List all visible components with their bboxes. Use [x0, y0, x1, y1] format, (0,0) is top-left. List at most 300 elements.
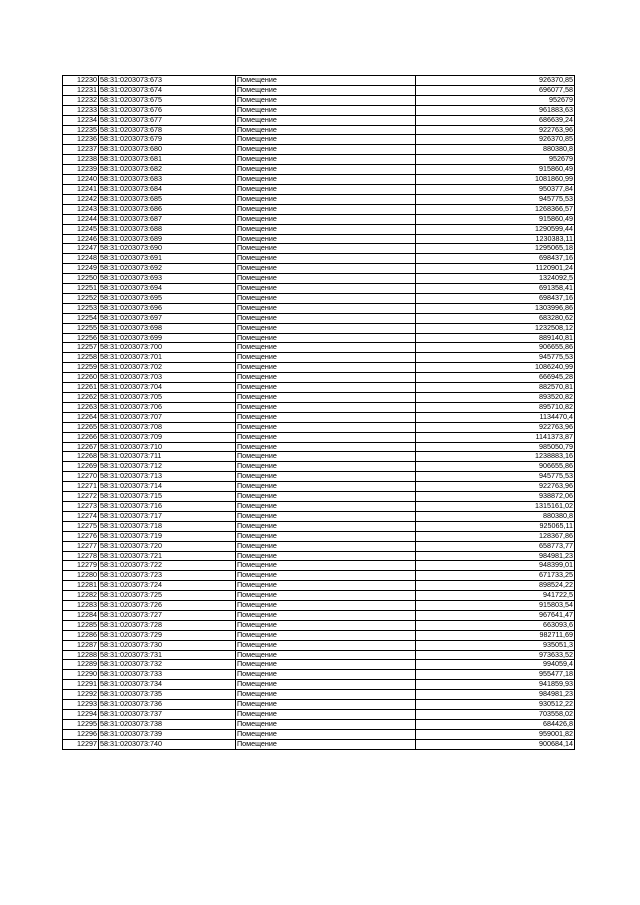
table-row	[63, 700, 575, 710]
cadastral-number-cell: 58:31:0203073:738	[99, 719, 236, 729]
row-number-cell: 12239	[63, 165, 99, 175]
cadastral-value-cell: 930512,22	[416, 700, 575, 710]
object-type-cell: Помещение	[236, 729, 416, 739]
cadastral-value-cell: 893520,82	[416, 393, 575, 403]
object-type-cell: Помещение	[236, 184, 416, 194]
table-row	[63, 501, 575, 511]
table-row	[63, 115, 575, 125]
cadastral-value-cell: 889140,81	[416, 333, 575, 343]
cadastral-number-cell: 58:31:0203073:708	[99, 422, 236, 432]
cadastral-value-cell: 935051,3	[416, 640, 575, 650]
row-number-cell: 12288	[63, 650, 99, 660]
table-row	[63, 85, 575, 95]
cadastral-number-cell: 58:31:0203073:730	[99, 640, 236, 650]
table-row	[63, 521, 575, 531]
table-row	[63, 650, 575, 660]
cadastral-value-cell: 898524,22	[416, 581, 575, 591]
cadastral-value-cell: 982711,69	[416, 630, 575, 640]
object-type-cell: Помещение	[236, 363, 416, 373]
row-number-cell: 12240	[63, 175, 99, 185]
cadastral-value-cell: 922763,96	[416, 125, 575, 135]
object-type-cell: Помещение	[236, 472, 416, 482]
cadastral-value-cell: 1295065,18	[416, 244, 575, 254]
row-number-cell: 12284	[63, 610, 99, 620]
cadastral-value-cell: 900684,14	[416, 739, 575, 749]
table-row	[63, 165, 575, 175]
object-type-cell: Помещение	[236, 670, 416, 680]
table-row	[63, 155, 575, 165]
table-row	[63, 363, 575, 373]
row-number-cell: 12296	[63, 729, 99, 739]
row-number-cell: 12245	[63, 224, 99, 234]
object-type-cell: Помещение	[236, 135, 416, 145]
cadastral-value-cell: 985050,79	[416, 442, 575, 452]
row-number-cell: 12266	[63, 432, 99, 442]
object-type-cell: Помещение	[236, 115, 416, 125]
object-type-cell: Помещение	[236, 700, 416, 710]
cadastral-number-cell: 58:31:0203073:723	[99, 571, 236, 581]
cadastral-number-cell: 58:31:0203073:729	[99, 630, 236, 640]
cadastral-value-cell: 663093,6	[416, 620, 575, 630]
row-number-cell: 12285	[63, 620, 99, 630]
object-type-cell: Помещение	[236, 462, 416, 472]
table-row	[63, 640, 575, 650]
table-row	[63, 175, 575, 185]
row-number-cell: 12273	[63, 501, 99, 511]
row-number-cell: 12234	[63, 115, 99, 125]
cadastral-number-cell: 58:31:0203073:722	[99, 561, 236, 571]
row-number-cell: 12231	[63, 85, 99, 95]
row-number-cell: 12254	[63, 313, 99, 323]
object-type-cell: Помещение	[236, 492, 416, 502]
table-row	[63, 254, 575, 264]
cadastral-number-cell: 58:31:0203073:693	[99, 274, 236, 284]
object-type-cell: Помещение	[236, 482, 416, 492]
object-type-cell: Помещение	[236, 541, 416, 551]
cadastral-value-cell: 1315161,02	[416, 501, 575, 511]
row-number-cell: 12278	[63, 551, 99, 561]
row-number-cell: 12230	[63, 76, 99, 86]
cadastral-value-cell: 994059,4	[416, 660, 575, 670]
object-type-cell: Помещение	[236, 204, 416, 214]
cadastral-value-cell: 684426,8	[416, 719, 575, 729]
row-number-cell: 12246	[63, 234, 99, 244]
object-type-cell: Помещение	[236, 442, 416, 452]
object-type-cell: Помещение	[236, 155, 416, 165]
cadastral-value-cell: 941722,5	[416, 591, 575, 601]
cadastral-value-cell: 922763,96	[416, 482, 575, 492]
cadastral-number-cell: 58:31:0203073:712	[99, 462, 236, 472]
table-row	[63, 729, 575, 739]
object-type-cell: Помещение	[236, 501, 416, 511]
object-type-cell: Помещение	[236, 452, 416, 462]
cadastral-number-cell: 58:31:0203073:676	[99, 105, 236, 115]
cadastral-number-cell: 58:31:0203073:717	[99, 511, 236, 521]
cadastral-number-cell: 58:31:0203073:675	[99, 95, 236, 105]
row-number-cell: 12248	[63, 254, 99, 264]
table-row	[63, 432, 575, 442]
registry-table-body	[63, 76, 575, 750]
table-row	[63, 293, 575, 303]
row-number-cell: 12247	[63, 244, 99, 254]
row-number-cell: 12267	[63, 442, 99, 452]
cadastral-number-cell: 58:31:0203073:688	[99, 224, 236, 234]
object-type-cell: Помещение	[236, 591, 416, 601]
cadastral-value-cell: 666945,28	[416, 373, 575, 383]
table-row	[63, 541, 575, 551]
cadastral-value-cell: 945775,53	[416, 353, 575, 363]
object-type-cell: Помещение	[236, 383, 416, 393]
object-type-cell: Помещение	[236, 719, 416, 729]
object-type-cell: Помещение	[236, 284, 416, 294]
object-type-cell: Помещение	[236, 264, 416, 274]
cadastral-value-cell: 948399,01	[416, 561, 575, 571]
cadastral-number-cell: 58:31:0203073:698	[99, 323, 236, 333]
object-type-cell: Помещение	[236, 630, 416, 640]
table-row	[63, 313, 575, 323]
cadastral-value-cell: 955477,18	[416, 670, 575, 680]
cadastral-number-cell: 58:31:0203073:687	[99, 214, 236, 224]
table-row	[63, 601, 575, 611]
cadastral-number-cell: 58:31:0203073:703	[99, 373, 236, 383]
cadastral-value-cell: 938872,06	[416, 492, 575, 502]
object-type-cell: Помещение	[236, 274, 416, 284]
cadastral-number-cell: 58:31:0203073:736	[99, 700, 236, 710]
cadastral-number-cell: 58:31:0203073:674	[99, 85, 236, 95]
cadastral-value-cell: 1230383,11	[416, 234, 575, 244]
object-type-cell: Помещение	[236, 581, 416, 591]
object-type-cell: Помещение	[236, 254, 416, 264]
row-number-cell: 12279	[63, 561, 99, 571]
cadastral-number-cell: 58:31:0203073:704	[99, 383, 236, 393]
table-row	[63, 739, 575, 749]
table-row	[63, 323, 575, 333]
row-number-cell: 12261	[63, 383, 99, 393]
object-type-cell: Помещение	[236, 521, 416, 531]
row-number-cell: 12292	[63, 690, 99, 700]
object-type-cell: Помещение	[236, 432, 416, 442]
table-row	[63, 184, 575, 194]
cadastral-value-cell: 882570,81	[416, 383, 575, 393]
row-number-cell: 12286	[63, 630, 99, 640]
cadastral-value-cell: 1268366,57	[416, 204, 575, 214]
table-row	[63, 95, 575, 105]
object-type-cell: Помещение	[236, 620, 416, 630]
table-row	[63, 244, 575, 254]
row-number-cell: 12272	[63, 492, 99, 502]
cadastral-number-cell: 58:31:0203073:716	[99, 501, 236, 511]
cadastral-number-cell: 58:31:0203073:740	[99, 739, 236, 749]
cadastral-number-cell: 58:31:0203073:719	[99, 531, 236, 541]
table-row	[63, 660, 575, 670]
row-number-cell: 12241	[63, 184, 99, 194]
table-row	[63, 125, 575, 135]
table-row	[63, 452, 575, 462]
cadastral-value-cell: 1232508,12	[416, 323, 575, 333]
cadastral-number-cell: 58:31:0203073:691	[99, 254, 236, 264]
cadastral-value-cell: 686639,24	[416, 115, 575, 125]
cadastral-value-cell: 922763,96	[416, 422, 575, 432]
cadastral-value-cell: 128367,86	[416, 531, 575, 541]
cadastral-number-cell: 58:31:0203073:690	[99, 244, 236, 254]
cadastral-number-cell: 58:31:0203073:726	[99, 601, 236, 611]
table-row	[63, 561, 575, 571]
cadastral-number-cell: 58:31:0203073:721	[99, 551, 236, 561]
cadastral-number-cell: 58:31:0203073:739	[99, 729, 236, 739]
table-row	[63, 373, 575, 383]
row-number-cell: 12252	[63, 293, 99, 303]
cadastral-number-cell: 58:31:0203073:680	[99, 145, 236, 155]
cadastral-number-cell: 58:31:0203073:689	[99, 234, 236, 244]
cadastral-value-cell: 880380,8	[416, 145, 575, 155]
cadastral-number-cell: 58:31:0203073:673	[99, 76, 236, 86]
cadastral-number-cell: 58:31:0203073:701	[99, 353, 236, 363]
object-type-cell: Помещение	[236, 313, 416, 323]
object-type-cell: Помещение	[236, 710, 416, 720]
row-number-cell: 12256	[63, 333, 99, 343]
object-type-cell: Помещение	[236, 739, 416, 749]
table-row	[63, 214, 575, 224]
table-row	[63, 492, 575, 502]
cadastral-number-cell: 58:31:0203073:702	[99, 363, 236, 373]
row-number-cell: 12244	[63, 214, 99, 224]
row-number-cell: 12281	[63, 581, 99, 591]
object-type-cell: Помещение	[236, 194, 416, 204]
row-number-cell: 12287	[63, 640, 99, 650]
object-type-cell: Помещение	[236, 333, 416, 343]
object-type-cell: Помещение	[236, 85, 416, 95]
table-row	[63, 194, 575, 204]
cadastral-number-cell: 58:31:0203073:706	[99, 402, 236, 412]
table-row	[63, 511, 575, 521]
cadastral-number-cell: 58:31:0203073:718	[99, 521, 236, 531]
cadastral-number-cell: 58:31:0203073:713	[99, 472, 236, 482]
cadastral-number-cell: 58:31:0203073:720	[99, 541, 236, 551]
row-number-cell: 12253	[63, 303, 99, 313]
row-number-cell: 12242	[63, 194, 99, 204]
table-row	[63, 274, 575, 284]
object-type-cell: Помещение	[236, 610, 416, 620]
row-number-cell: 12294	[63, 710, 99, 720]
cadastral-value-cell: 967641,47	[416, 610, 575, 620]
row-number-cell: 12275	[63, 521, 99, 531]
table-row	[63, 412, 575, 422]
object-type-cell: Помещение	[236, 650, 416, 660]
cadastral-number-cell: 58:31:0203073:678	[99, 125, 236, 135]
object-type-cell: Помещение	[236, 175, 416, 185]
cadastral-number-cell: 58:31:0203073:696	[99, 303, 236, 313]
object-type-cell: Помещение	[236, 402, 416, 412]
table-row	[63, 462, 575, 472]
table-row	[63, 204, 575, 214]
cadastral-number-cell: 58:31:0203073:683	[99, 175, 236, 185]
cadastral-value-cell: 906655,86	[416, 462, 575, 472]
object-type-cell: Помещение	[236, 95, 416, 105]
cadastral-number-cell: 58:31:0203073:694	[99, 284, 236, 294]
row-number-cell: 12269	[63, 462, 99, 472]
row-number-cell: 12289	[63, 660, 99, 670]
row-number-cell: 12237	[63, 145, 99, 155]
cadastral-value-cell: 984981,23	[416, 690, 575, 700]
row-number-cell: 12233	[63, 105, 99, 115]
object-type-cell: Помещение	[236, 690, 416, 700]
cadastral-value-cell: 952679	[416, 155, 575, 165]
row-number-cell: 12243	[63, 204, 99, 214]
table-row	[63, 383, 575, 393]
cadastral-number-cell: 58:31:0203073:679	[99, 135, 236, 145]
table-row	[63, 482, 575, 492]
cadastral-number-cell: 58:31:0203073:684	[99, 184, 236, 194]
object-type-cell: Помещение	[236, 145, 416, 155]
object-type-cell: Помещение	[236, 125, 416, 135]
table-row	[63, 581, 575, 591]
row-number-cell: 12235	[63, 125, 99, 135]
row-number-cell: 12276	[63, 531, 99, 541]
table-row	[63, 551, 575, 561]
table-row	[63, 710, 575, 720]
object-type-cell: Помещение	[236, 234, 416, 244]
object-type-cell: Помещение	[236, 343, 416, 353]
table-row	[63, 105, 575, 115]
cadastral-value-cell: 906655,86	[416, 343, 575, 353]
cadastral-value-cell: 915860,49	[416, 214, 575, 224]
cadastral-number-cell: 58:31:0203073:735	[99, 690, 236, 700]
table-row	[63, 610, 575, 620]
table-row	[63, 284, 575, 294]
cadastral-value-cell: 698437,16	[416, 293, 575, 303]
object-type-cell: Помещение	[236, 571, 416, 581]
row-number-cell: 12291	[63, 680, 99, 690]
registry-table	[62, 75, 575, 750]
cadastral-value-cell: 1120901,24	[416, 264, 575, 274]
cadastral-value-cell: 941859,93	[416, 680, 575, 690]
cadastral-number-cell: 58:31:0203073:705	[99, 393, 236, 403]
table-row	[63, 442, 575, 452]
object-type-cell: Помещение	[236, 640, 416, 650]
cadastral-number-cell: 58:31:0203073:700	[99, 343, 236, 353]
cadastral-number-cell: 58:31:0203073:685	[99, 194, 236, 204]
object-type-cell: Помещение	[236, 323, 416, 333]
row-number-cell: 12249	[63, 264, 99, 274]
object-type-cell: Помещение	[236, 393, 416, 403]
row-number-cell: 12268	[63, 452, 99, 462]
cadastral-value-cell: 926370,85	[416, 135, 575, 145]
object-type-cell: Помещение	[236, 551, 416, 561]
object-type-cell: Помещение	[236, 511, 416, 521]
cadastral-number-cell: 58:31:0203073:733	[99, 670, 236, 680]
table-row	[63, 76, 575, 86]
cadastral-number-cell: 58:31:0203073:695	[99, 293, 236, 303]
cadastral-value-cell: 1134470,4	[416, 412, 575, 422]
cadastral-number-cell: 58:31:0203073:725	[99, 591, 236, 601]
cadastral-value-cell: 1086240,99	[416, 363, 575, 373]
object-type-cell: Помещение	[236, 214, 416, 224]
table-row	[63, 680, 575, 690]
table-row	[63, 234, 575, 244]
cadastral-number-cell: 58:31:0203073:677	[99, 115, 236, 125]
table-row	[63, 630, 575, 640]
object-type-cell: Помещение	[236, 601, 416, 611]
table-row	[63, 531, 575, 541]
object-type-cell: Помещение	[236, 76, 416, 86]
table-row	[63, 472, 575, 482]
cadastral-number-cell: 58:31:0203073:727	[99, 610, 236, 620]
table-row	[63, 333, 575, 343]
cadastral-value-cell: 683280,62	[416, 313, 575, 323]
cadastral-value-cell: 915860,49	[416, 165, 575, 175]
cadastral-value-cell: 671733,25	[416, 571, 575, 581]
row-number-cell: 12255	[63, 323, 99, 333]
table-row	[63, 620, 575, 630]
row-number-cell: 12259	[63, 363, 99, 373]
cadastral-number-cell: 58:31:0203073:697	[99, 313, 236, 323]
cadastral-value-cell: 1141373,87	[416, 432, 575, 442]
cadastral-number-cell: 58:31:0203073:715	[99, 492, 236, 502]
object-type-cell: Помещение	[236, 165, 416, 175]
cadastral-value-cell: 658773,77	[416, 541, 575, 551]
cadastral-number-cell: 58:31:0203073:681	[99, 155, 236, 165]
cadastral-value-cell: 952679	[416, 95, 575, 105]
row-number-cell: 12270	[63, 472, 99, 482]
object-type-cell: Помещение	[236, 353, 416, 363]
object-type-cell: Помещение	[236, 680, 416, 690]
object-type-cell: Помещение	[236, 422, 416, 432]
object-type-cell: Помещение	[236, 244, 416, 254]
table-row	[63, 303, 575, 313]
row-number-cell: 12277	[63, 541, 99, 551]
row-number-cell: 12251	[63, 284, 99, 294]
object-type-cell: Помещение	[236, 105, 416, 115]
row-number-cell: 12258	[63, 353, 99, 363]
object-type-cell: Помещение	[236, 293, 416, 303]
cadastral-number-cell: 58:31:0203073:709	[99, 432, 236, 442]
table-row	[63, 224, 575, 234]
cadastral-number-cell: 58:31:0203073:682	[99, 165, 236, 175]
cadastral-value-cell: 945775,53	[416, 194, 575, 204]
cadastral-value-cell: 703558,02	[416, 710, 575, 720]
table-row	[63, 719, 575, 729]
table-row	[63, 591, 575, 601]
cadastral-value-cell: 698437,16	[416, 254, 575, 264]
table-row	[63, 145, 575, 155]
row-number-cell: 12260	[63, 373, 99, 383]
table-row	[63, 571, 575, 581]
object-type-cell: Помещение	[236, 660, 416, 670]
table-row	[63, 402, 575, 412]
cadastral-number-cell: 58:31:0203073:732	[99, 660, 236, 670]
cadastral-number-cell: 58:31:0203073:686	[99, 204, 236, 214]
row-number-cell: 12271	[63, 482, 99, 492]
table-row	[63, 135, 575, 145]
object-type-cell: Помещение	[236, 224, 416, 234]
row-number-cell: 12262	[63, 393, 99, 403]
cadastral-value-cell: 895710,82	[416, 402, 575, 412]
cadastral-value-cell: 973633,52	[416, 650, 575, 660]
cadastral-value-cell: 961883,63	[416, 105, 575, 115]
cadastral-value-cell: 984981,23	[416, 551, 575, 561]
cadastral-number-cell: 58:31:0203073:731	[99, 650, 236, 660]
row-number-cell: 12238	[63, 155, 99, 165]
row-number-cell: 12293	[63, 700, 99, 710]
object-type-cell: Помещение	[236, 303, 416, 313]
cadastral-value-cell: 925065,11	[416, 521, 575, 531]
row-number-cell: 12282	[63, 591, 99, 601]
table-row	[63, 670, 575, 680]
object-type-cell: Помещение	[236, 412, 416, 422]
row-number-cell: 12280	[63, 571, 99, 581]
cadastral-number-cell: 58:31:0203073:734	[99, 680, 236, 690]
row-number-cell: 12295	[63, 719, 99, 729]
